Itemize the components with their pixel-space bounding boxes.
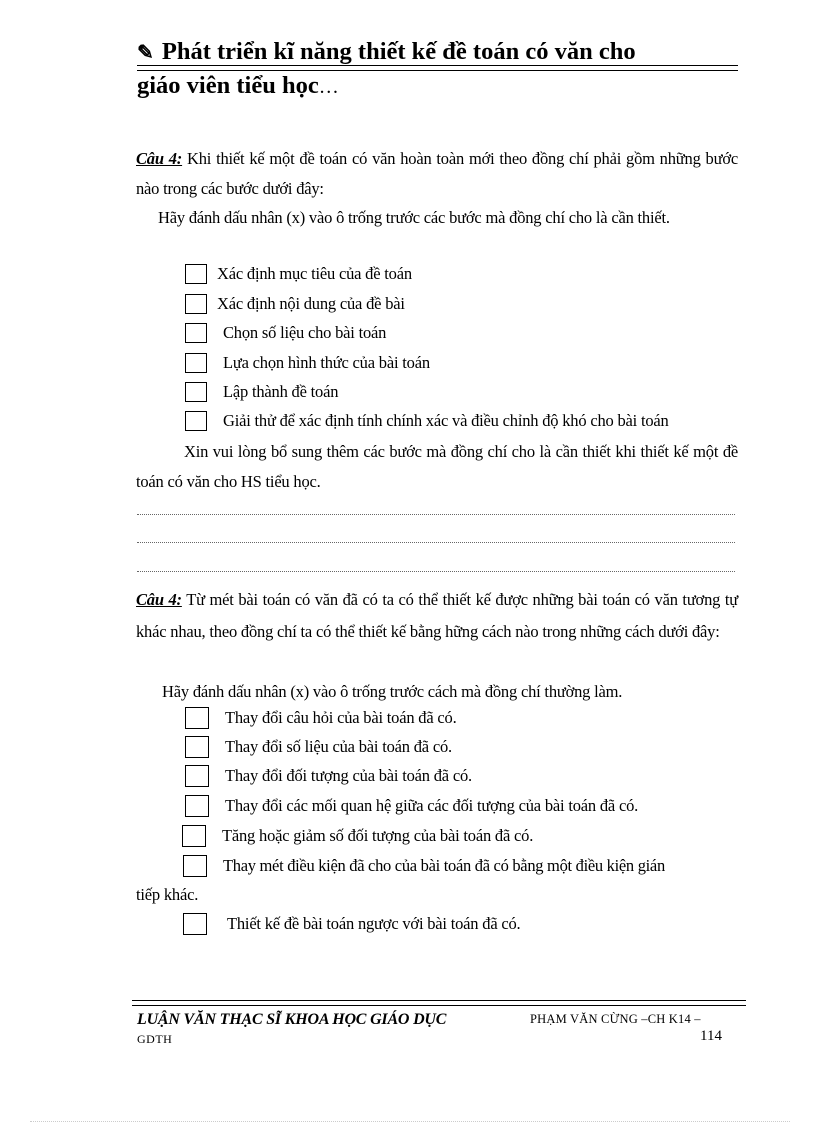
- footer-divider: [132, 1000, 746, 1006]
- page-bottom-edge: [30, 1121, 790, 1122]
- option-label: Thay đổi câu hỏi của bài toán đã có.: [225, 708, 457, 727]
- q2-option-2[interactable]: [185, 735, 452, 759]
- checkbox[interactable]: [185, 353, 207, 373]
- header-title-line2: giáo viên tiểu học: [137, 72, 319, 99]
- question-1-text: [136, 144, 738, 203]
- q2-option-6-continued: tiếp khác.: [136, 885, 199, 904]
- q1-option-2[interactable]: [185, 292, 405, 316]
- answer-line[interactable]: [137, 571, 735, 572]
- q1-option-6[interactable]: [185, 409, 669, 433]
- option-label: Thay đổi các mối quan hệ giữa các đối tượng của bài toán đã có.: [225, 796, 639, 815]
- q1-option-1[interactable]: [185, 262, 412, 286]
- question-1-extra: Xin vui lòng bổ sung thêm các bước mà đồng chí cho là cần thiết khi thiết kế một đề toán có văn cho HS tiểu học.: [136, 442, 738, 491]
- question-1-body: Khi thiết kế một đề toán có văn hoàn toàn mới theo đồng chí phải gồm những bước nào trong các bước dưới đây:: [136, 149, 738, 198]
- checkbox[interactable]: [183, 855, 207, 877]
- q2-option-4[interactable]: [185, 794, 638, 818]
- q2-option-7[interactable]: [183, 912, 520, 936]
- checkbox[interactable]: [185, 323, 207, 343]
- checkbox[interactable]: [185, 795, 209, 817]
- q2-option-6[interactable]: [183, 854, 665, 878]
- checkbox[interactable]: [185, 707, 209, 729]
- option-label: Lập thành đề toán: [223, 382, 339, 401]
- option-label: Xác định mục tiêu của đề toán: [217, 264, 412, 283]
- header-divider: [137, 65, 738, 71]
- checkbox[interactable]: [185, 736, 209, 758]
- checkbox[interactable]: [185, 765, 209, 787]
- option-label: Thay đổi đối tượng của bài toán đã có.: [225, 766, 472, 785]
- option-label: Giải thử để xác định tính chính xác và điều chỉnh độ khó cho bài toán: [223, 411, 669, 430]
- checkbox[interactable]: [185, 264, 207, 284]
- footer-author: PHẠM VĂN CỪNG –CH K14 –: [530, 1012, 701, 1026]
- question-2-body: Từ mét bài toán có văn đã có ta có thể thiết kế được những bài toán có văn tương tự khác nhau, theo đồng chí ta có thể thiết kế bằng hững cách nào trong những cách dưới đây:: [136, 590, 738, 641]
- pencil-icon: ✎: [137, 42, 154, 64]
- footer-thesis-title: LUẬN VĂN THẠC SĨ KHOA HỌC GIÁO DỤC: [137, 1011, 447, 1028]
- checkbox[interactable]: [185, 411, 207, 431]
- checkbox[interactable]: [183, 913, 207, 935]
- question-2-instruction: Hãy đánh dấu nhân (x) vào ô trống trước cách mà đồng chí thường làm.: [162, 682, 623, 701]
- checkbox[interactable]: [185, 294, 207, 314]
- question-2-text: [136, 584, 738, 648]
- option-label: Thiết kế đề bài toán ngược với bài toán đã có.: [227, 914, 521, 933]
- q2-option-5[interactable]: [182, 824, 533, 848]
- q2-option-3[interactable]: [185, 764, 472, 788]
- q1-option-3[interactable]: [185, 321, 386, 345]
- option-label: Chọn số liệu cho bài toán: [223, 323, 387, 342]
- header-title-line1: Phát triển kĩ năng thiết kế đề toán có văn cho: [161, 38, 636, 65]
- answer-line[interactable]: [137, 514, 735, 515]
- checkbox[interactable]: [185, 382, 207, 402]
- option-label: Lựa chọn hình thức của bài toán: [223, 353, 430, 372]
- option-label: Thay đổi số liệu của bài toán đã có.: [225, 737, 452, 756]
- q1-option-5[interactable]: [185, 380, 338, 404]
- question-1-label: Câu 4:: [136, 149, 183, 168]
- question-2-label: Câu 4:: [136, 590, 182, 609]
- option-label: Xác định nội dung của đề bài: [217, 294, 405, 313]
- header-ellipsis: …: [318, 76, 339, 98]
- option-label: Tăng hoặc giảm số đối tượng của bài toán đã có.: [222, 826, 534, 845]
- answer-line[interactable]: [137, 542, 735, 543]
- q1-option-4[interactable]: [185, 351, 430, 375]
- checkbox[interactable]: [182, 825, 206, 847]
- question-1-instruction: Hãy đánh dấu nhân (x) vào ô trống trước các bước mà đồng chí cho là cần thiết.: [158, 208, 670, 227]
- page-number: 114: [700, 1028, 722, 1044]
- option-label: Thay mét điều kiện đã cho của bài toán đã có bằng một điều kiện gián: [223, 856, 665, 875]
- footer-department: GDTH: [137, 1032, 173, 1046]
- q2-option-1[interactable]: [185, 706, 457, 730]
